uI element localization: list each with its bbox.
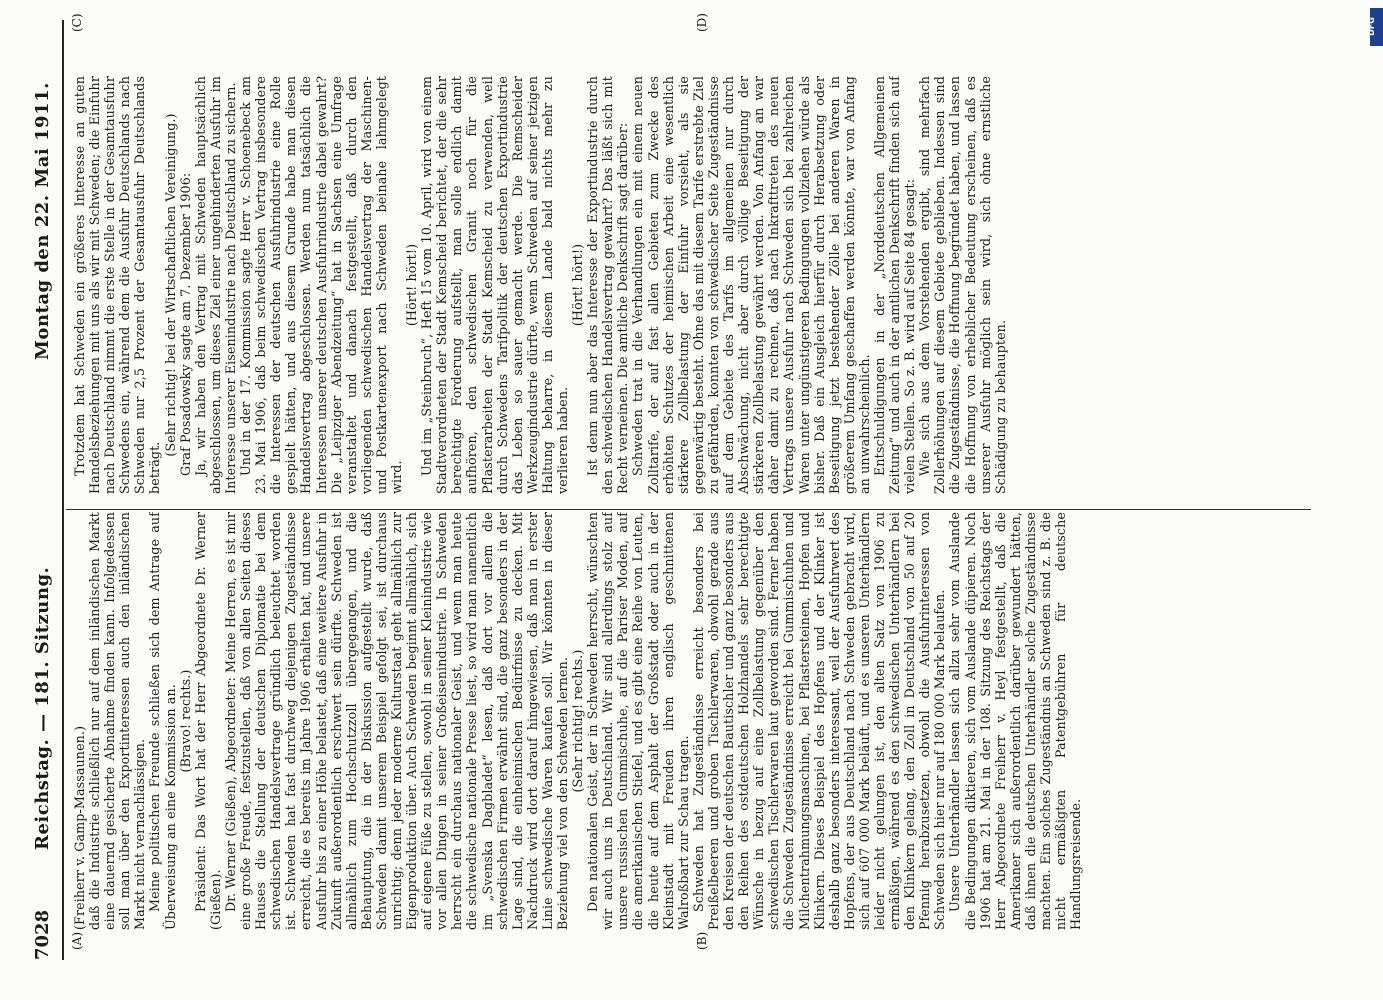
margin-marker-c: (C) bbox=[70, 13, 84, 32]
paragraph: Unsere Unterhändler lassen sich allzu sehr vom Auslande die Bedingungen diktieren, sich vom Auslande düpieren. Noch 1906 hat am 21. Mai in der 108. Sitzung des Reichstags der Herr Abgeordnete Freiherr v. Heyl festgestellt, daß die Amerikaner sich außerordentlich darüber gewundert hätten, daß ihnen die deutschen Unterhändler solche Zugeständnisse machten. Ein solches Zugeständnis an Schweden sind z. B. die nicht ermäßigten Patentgebühren für deutsche Handlungsreisende. bbox=[947, 512, 1084, 930]
quotation: Schweden trat in die Verhandlungen ein mit einem neuen Zolltarife, der auf fast allen Gebieten zum Zwecke des erhöhten Schutzes der heimischen Arbeit eine wesentlich stärkere Zollbelastung der Einfuhr vorsieht, als sie gegenwärtig besteht. Ohne das mit diesem Tarife erstrebte Ziel zu gefährden, konnten von schwedischer Seite Zugeständnisse auf dem Gebiete des Tarifs im allgemeinen nur durch Abschwächung, nicht aber durch völlige Beseitigung der stärkeren Zollbelastung gewährt werden. Von Anfang an war daher damit zu rechnen, daß nach Inkrafttreten des neuen Vertrags unsere Ausfuhr nach Schweden sich bei zahlreichen Waren unter ungünstigeren Bedingungen vollziehen würde als bisher. Daß ein Ausgleich hierfür durch Herabsetzung oder Beseitigung jetzt bestehender Zölle bei anderen Waren in größerem Umfang geschaffen werden könnte, war von Anfang an unwahrscheinlich. bbox=[630, 76, 872, 494]
paragraph: Schweden hat Zugeständnisse erreicht besonders bei Preißelbeeren und groben Tischlerwaren, obwohl gerade aus den Kreisen der deutschen Bautischler und ganz besonders aus den Reihen des ostdeutschen Holzhandels sehr berechtigte Wünsche in bezug auf eine Zollbelastung gegenüber den schwedischen Tischlerwaren laut geworden sind. Ferner haben die Schweden Zugeständnisse erreicht bei Gummischuhen und Milchentrahmungsmaschinen, bei Pflastersteinen, Hopfen und Klinkern. Dieses Beispiel des Hopfens und der Klinker ist deshalb ganz besonders interessant, weil der Ausfuhrwert des Hopfens, der aus Deutschland nach Schweden gebracht wird, sich auf 607 000 Mark beläuft, und es unseren Unterhändlern leider nicht gelungen ist, den alten Satz von 1906 zu ermäßigen, während es den schwedischen Unterhändlern bei den Klinkern gelang, den Zoll in Deutschland von 50 auf 20 Pfennig herabzusetzen, obwohl die Ausfuhrinteressen von Schweden sich hier nur auf 180 000 Mark belaufen. bbox=[690, 512, 948, 930]
paragraph: Dr. Werner (Gießen), Abgeordneter: Meine Herren, es ist mir eine große Freude, festzustellen, daß von allen Seiten dieses Hauses die Stellung der deutschen Diplomatie bei dem schwedischen Handelsvertrage gründlich beleuchtet worden ist. Schweden hat fast durchweg diejenigen Zugeständnisse erreicht, die es bereits im Jahre 1906 erhalten hat, und unsere Ausfuhr bis zu einer Höhe belastet, daß eine weitere Ausfuhr in Zukunft außerordentlich erschwert sein dürfte. Schweden ist allmählich zum Hochschutzzoll übergegangen, und die Behauptung, die in der Diskussion aufgestellt wurde, daß Schweden damit unserem Beispiel gefolgt sei, ist durchaus unrichtig; denn jeder moderne Kulturstaat geht allmählich zur Eigenproduktion über. Auch Schweden beginnt allmählich, sich auf eigene Füße zu stellen, sowohl in seiner Kleinindustrie wie vor allen Dingen in seiner Großeisenindustrie. In Schweden herrscht ein durchaus nationaler Geist, und wenn man heute die schwedische nationale Presse liest, so wird man namentlich im „Svenska Dagbladet“ lesen, daß dort vor allem die schwedischen Firmen erwähnt sind, die ganz besonders in der Lage sind, die einheimischen Bedürfnisse zu decken. Mit Nachdruck wird dort darauf hingewiesen, daß man in erster Linie schwedische Waren kaufen soll. Wir könnten in dieser Beziehung viel von den Schweden lernen. bbox=[222, 512, 570, 930]
interjection: (Sehr richtig! bei der Wirtschaftlichen Vereinigung.) bbox=[162, 113, 178, 457]
margin-marker-d: (D) bbox=[695, 13, 709, 32]
paragraph: Trotzdem hat Schweden ein größeres Interesse an guten Handelsbeziehungen mit uns als wir mit Schweden; die Einfuhr nach Deutschland nimmt die erste Stelle in der Gesamtausfuhr Schwedens ein, während dem die Ausfuhr Deutschlands nach Schweden nur 2,5 Prozent der Gesamtausfuhr Deutschlands beträgt. bbox=[72, 76, 163, 494]
paragraph: Den nationalen Geist, der in Schweden herrscht, wünschten wir auch uns in Deutschland. Wir sind allerdings stolz auf unsere russischen Gummischuhe, auf die Pariser Moden, auf die amerikanischen Stiefel, und es gibt eine Reihe von Leuten, die heute auf dem Asphalt der Großstadt oder auch in der Kleinstadt mit Freuden ihren englisch geschnittenen Walroßbart zur Schau tragen. bbox=[585, 512, 691, 930]
column-divider bbox=[66, 509, 1311, 510]
page-number: 7028 bbox=[32, 909, 53, 960]
interjection: (Sehr richtig! rechts.) bbox=[570, 649, 586, 793]
quotation: Wie sich aus dem Vorstehenden ergibt, sind mehrfach Zollerhöhungen auf diesem Gebiete geblieben. Indessen sind die Zugeständnisse, die Hoffnung begründet haben, und lassen die Hoffnung von erheblicher Bedeutung erscheinen, daß es unserer Ausfuhr möglich sein wird, sich ohne ernstliche Schädigung zu behaupten. bbox=[917, 76, 1008, 494]
quotation: Ja, wir haben den Vertrag mit Schweden hauptsächlich abgeschlossen, um dieses Ziel einer ungehinderten Ausfuhr im Interesse unserer Eisenindustrie nach Deutschland zu sichern. bbox=[192, 76, 238, 494]
page-header bbox=[28, 30, 62, 960]
paragraph: Graf Posadowsky sagte am 7. Dezember 1906: bbox=[177, 172, 193, 476]
paragraph: Ist denn nun aber das Interesse der Exportindustrie durch den schwedischen Handelsvertrag gewahrt? Das läßt sich mit Recht verneinen. Die amtliche Denkschrift sagt darüber: bbox=[585, 76, 631, 494]
digitization-credit bbox=[1300, 0, 1316, 260]
paragraph: Meine politischen Freunde schließen sich dem Antrage auf Überweisung an eine Kommission an. bbox=[147, 512, 178, 930]
header-rule bbox=[62, 20, 64, 960]
right-column bbox=[72, 76, 1312, 494]
session-title: Reichstag. — 181. Sitzung. bbox=[32, 566, 53, 850]
interjection: (Hört! hört!) bbox=[570, 243, 586, 327]
left-column bbox=[72, 512, 1312, 930]
interjection: (Hört! hört!) bbox=[404, 243, 420, 327]
margin-marker-b: (B) bbox=[695, 931, 709, 950]
president-remark: Präsident: Das Wort hat der Herr Abgeordnete Dr. Werner (Gießen). bbox=[192, 512, 223, 930]
paragraph: daß die Industrie schließlich nur auf dem inländischen Markt eine dauernd gesicherte Abnahme finden kann. Infolgedessen soll man über den Exportinteressen auch den inländischen Markt nicht vernachlässigen. bbox=[87, 512, 148, 930]
dfg-logo: DFG bbox=[1370, 8, 1383, 46]
speaker-continuation: (Freiherr v. Gamp-Massaunen.) bbox=[72, 725, 87, 930]
paragraph: Und in der 17. Kommission sagte Herr v. Schoenebeck am 23. Mai 1906, daß beim schwedischen Vertrag insbesondere die Interessen der deutschen Ausfuhrindustrie eine Rolle gespielt hätten, und aus diesem Grunde habe man diesen Handelsvertrag abgeschlossen. Werden nun tatsächlich die Interessen unserer deutschen Ausfuhrindustrie dabei gewahrt? Die „Leipziger Abendzeitung“ hat in Sachsen eine Umfrage veranstaltet und danach festgestellt, daß durch den vorliegenden schwedischen Handelsvertrag der Maschinen- und Postkartenexport nach Schweden beinahe lahmgelegt wird. bbox=[238, 76, 404, 494]
paragraph: Und im „Steinbruch“, Heft 15 vom 10. April, wird von einem Stadtverordneten der Stadt Kemscheid berichtet, der die sehr berechtigte Forderung aufstellt, man solle endlich damit aufhören, den schwedischen Granit noch für die Pflasterarbeiten der Stadt Kemscheid zu verwenden, weil durch Schwedens Tarifpolitik der deutschen Exportindustrie das Leben so sauer gemacht werde. Die Remscheider Werkzeugindustrie dürfte, wenn Schweden auf seiner jetzigen Haltung beharre, in diesem Lande bald nichts mehr zu verlieren haben. bbox=[419, 76, 570, 494]
session-date: Montag den 22. Mai 1911. bbox=[32, 82, 53, 360]
paragraph: Entschuldigungen in der „Norddeutschen Allgemeinen Zeitung“ und auch in der amtlichen Denkschrift finden sich auf vielen Stellen. So z. B. wird auf Seite 84 gesagt: bbox=[871, 76, 918, 494]
interjection: (Bravo! rechts.) bbox=[177, 669, 193, 773]
margin-marker-a: (A) bbox=[70, 931, 84, 950]
